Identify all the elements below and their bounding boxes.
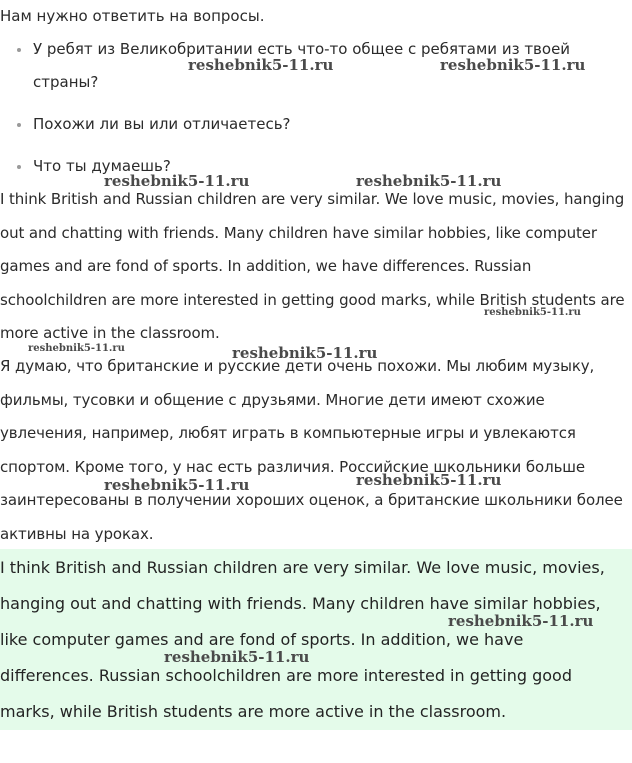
watermark: reshebnik5-11.ru [104,172,250,190]
russian-paragraph: Я думаю, что британские и русские дети очень похожи. Мы любим музыку, фильмы, тусовки и общение с друзьями. Многие дети имеют схожие увлечения, например, любят играть в компьютерные игры и увлекаются спортом. Кроме того, у нас есть различия. Российские школьники больше заинтересованы в получении хороших оценок, а британские школьники более активны на уроках. [0,357,623,543]
question-item: Что ты думаешь? [33,150,171,183]
question-item: Похожи ли вы или отличаетесь? [33,108,291,141]
watermark: reshebnik5-11.ru [232,344,378,362]
answer-box-text: I think British and Russian children are very similar. We love music, movies, hanging out and chatting with friends. Many children have similar hobbies, like computer games and are fond of sports. In addition, we have differences. Russian schoolchildren are more interested in getting good marks, while British students are more active in the classroom. [0,558,605,721]
question-item-continuation: страны? [33,73,99,91]
watermark: reshebnik5-11.ru [356,471,502,489]
question-item: У ребят из Великобритании есть что-то общее с ребятами из твоей [33,33,570,66]
watermark: reshebnik5-11.ru [28,343,125,354]
watermark: reshebnik5-11.ru [164,648,310,666]
watermark: reshebnik5-11.ru [484,307,581,318]
intro-text: Нам нужно ответить на вопросы. [0,7,265,25]
watermark: reshebnik5-11.ru [356,172,502,190]
english-paragraph: I think British and Russian children are very similar. We love music, movies, hanging out and chatting with friends. Many children have similar hobbies, like computer games and are fond of sports. In addition, we have differences. Russian schoolchildren are more interested in getting good marks, while British students are more active in the classroom. [0,190,625,342]
watermark: reshebnik5-11.ru [440,56,586,74]
watermark: reshebnik5-11.ru [448,612,594,630]
watermark: reshebnik5-11.ru [188,56,334,74]
watermark: reshebnik5-11.ru [104,476,250,494]
answer-highlight-box [0,549,632,730]
